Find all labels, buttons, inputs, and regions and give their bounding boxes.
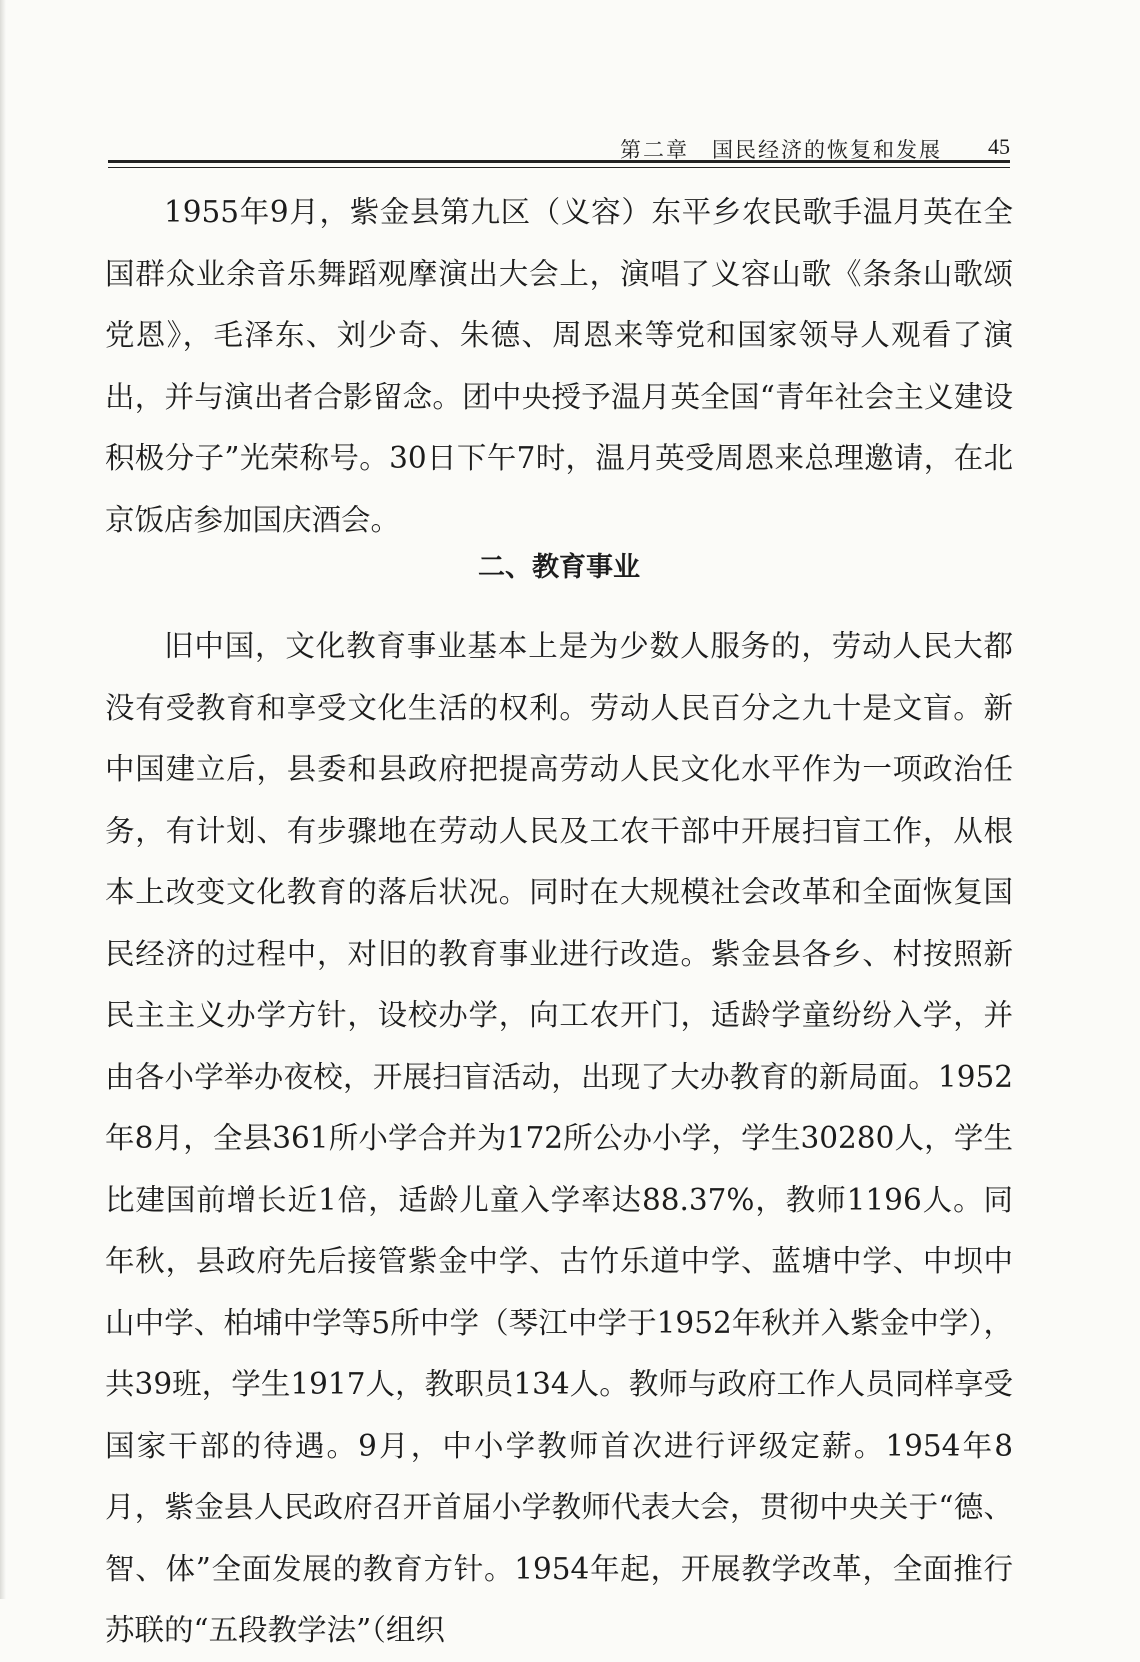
page-number: 45: [988, 134, 1010, 159]
section-heading: 二、教育事业: [478, 552, 640, 583]
body-paragraph: 旧中国，文化教育事业基本上是为少数人服务的，劳动人民大都没有受教育和享受文化生活的权利。劳动人民百分之九十是文盲。新中国建立后，县委和县政府把提高劳动人民文化水平作为一项政治任务，有计划、有步骤地在劳动人民及工农干部中开展扫盲工作，从根本上改变文化教育的落后状况。同时在大规模社会改革和全面恢复国民经济的过程中，对旧的教育事业进行改造。紫金县各乡、村按照新民主主义办学方针，设校办学，向工农开门，适龄学童纷纷入学，并由各小学举办夜校，开展扫盲活动，出现了大办教育的新局面。1952年8月，全县361所小学合并为172所公办小学，学生30280人，学生比建国前增长近1倍，适龄儿童入学率达88.37%，教师1196人。同年秋，县政府先后接管紫金中学、古竹乐道中学、蓝塘中学、中坝中山中学、柏埔中学等5所中学（琴江中学于1952年秋并入紫金中学），共39班，学生1917人，教职员134人。教师与政府工作人员同样享受国家干部的待遇。9月，中小学教师首次进行评级定薪。1954年8月，紫金县人民政府召开首届小学教师代表大会，贯彻中央关于“德、智、体”全面发展的教育方针。1954年起，开展教学改革，全面推行苏联的“五段教学法”（组织: [105, 629, 1013, 1647]
page-edge-shadow: [0, 0, 6, 1599]
header-rule-thin: [108, 167, 1010, 168]
body-paragraph: 1955年9月，紫金县第九区（义容）东平乡农民歌手温月英在全国群众业余音乐舞蹈观摩演出大会上，演唱了义容山歌《条条山歌颂党恩》，毛泽东、刘少奇、朱德、周恩来等党和国家领导人观看了演出，并与演出者合影留念。团中央授予温月英全国“青年社会主义建设积极分子”光荣称号。30日下午7时，温月英受周恩来总理邀请，在北京饭店参加国庆酒会。: [105, 195, 1013, 537]
header-rule-thick: [108, 160, 1010, 163]
chapter-title: 第二章 国民经济的恢复和发展: [620, 138, 942, 162]
